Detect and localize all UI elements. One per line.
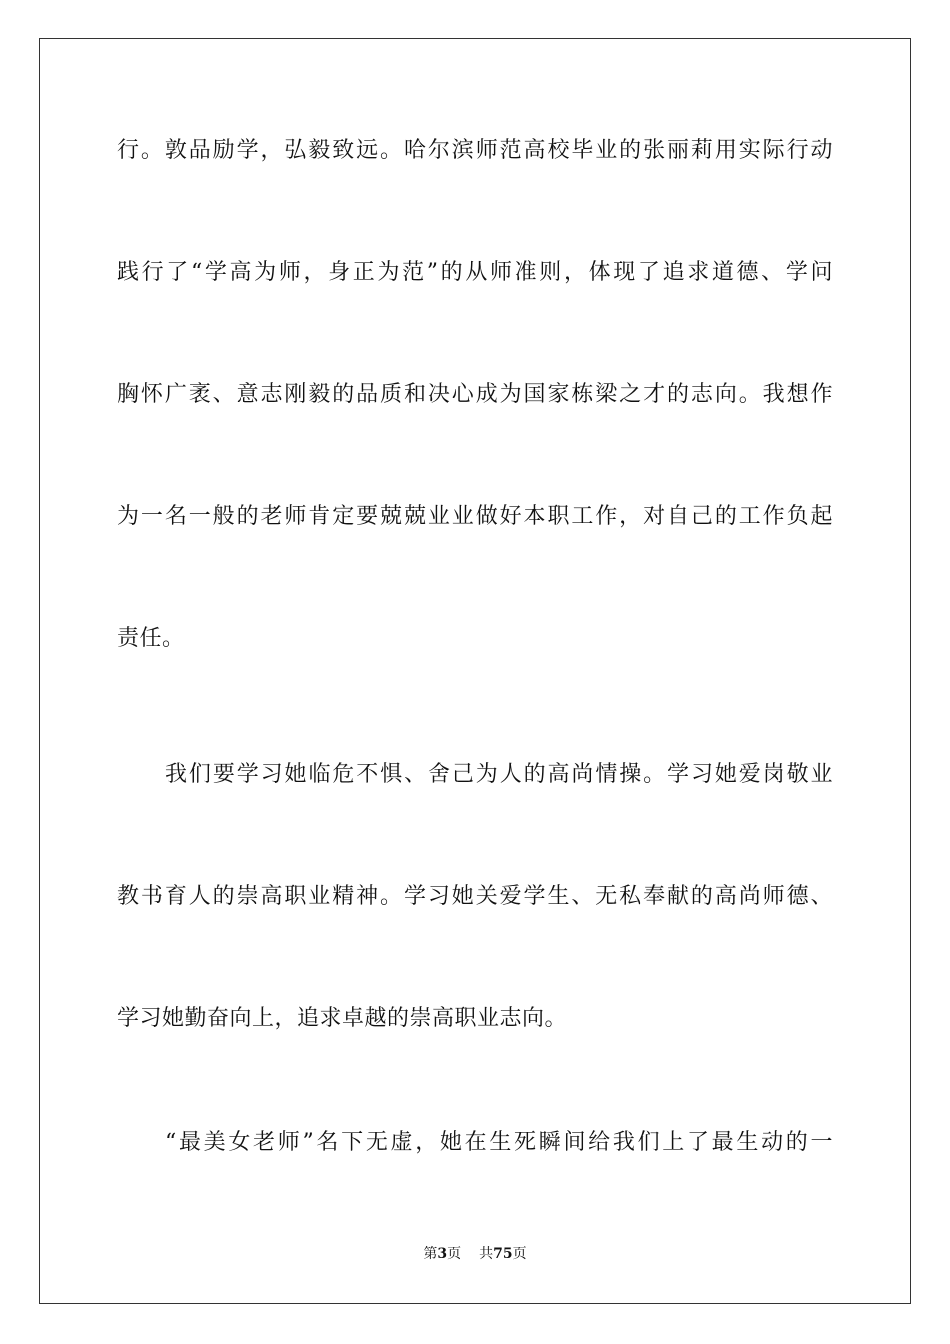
text-line-3: 胸怀广袤、意志刚毅的品质和决心成为国家栋梁之才的志向。我想作 (117, 382, 833, 407)
page-border (39, 38, 911, 1304)
text-line-6: 我们要学习她临危不惧、舍己为人的高尚情操。学习她爱岗敬业 (165, 762, 833, 787)
page-prefix: 第 (423, 1246, 438, 1262)
text-line-8: 学习她勤奋向上，追求卓越的崇高职业志向。 (117, 1006, 568, 1031)
total-prefix: 共 (479, 1246, 494, 1262)
page-number: 3 (437, 1246, 448, 1262)
text-line-1: 行。敦品励学，弘毅致远。哈尔滨师范高校毕业的张丽莉用实际行动 (117, 138, 833, 163)
text-line-5: 责任。 (117, 626, 185, 651)
text-line-4: 为一名一般的老师肯定要兢兢业业做好本职工作，对自己的工作负起 (117, 504, 833, 529)
text-line-9: “最美女老师”名下无虚，她在生死瞬间给我们上了最生动的一 (165, 1130, 833, 1155)
total-suffix: 页 (512, 1246, 527, 1262)
page-suffix: 页 (447, 1246, 462, 1262)
text-line-2: 践行了“学高为师，身正为范”的从师准则，体现了追求道德、学问 (117, 260, 833, 285)
total-pages: 75 (493, 1246, 513, 1262)
page-footer (0, 1244, 950, 1264)
text-line-7: 教书育人的崇高职业精神。学习她关爱学生、无私奉献的高尚师德、 (117, 884, 833, 909)
